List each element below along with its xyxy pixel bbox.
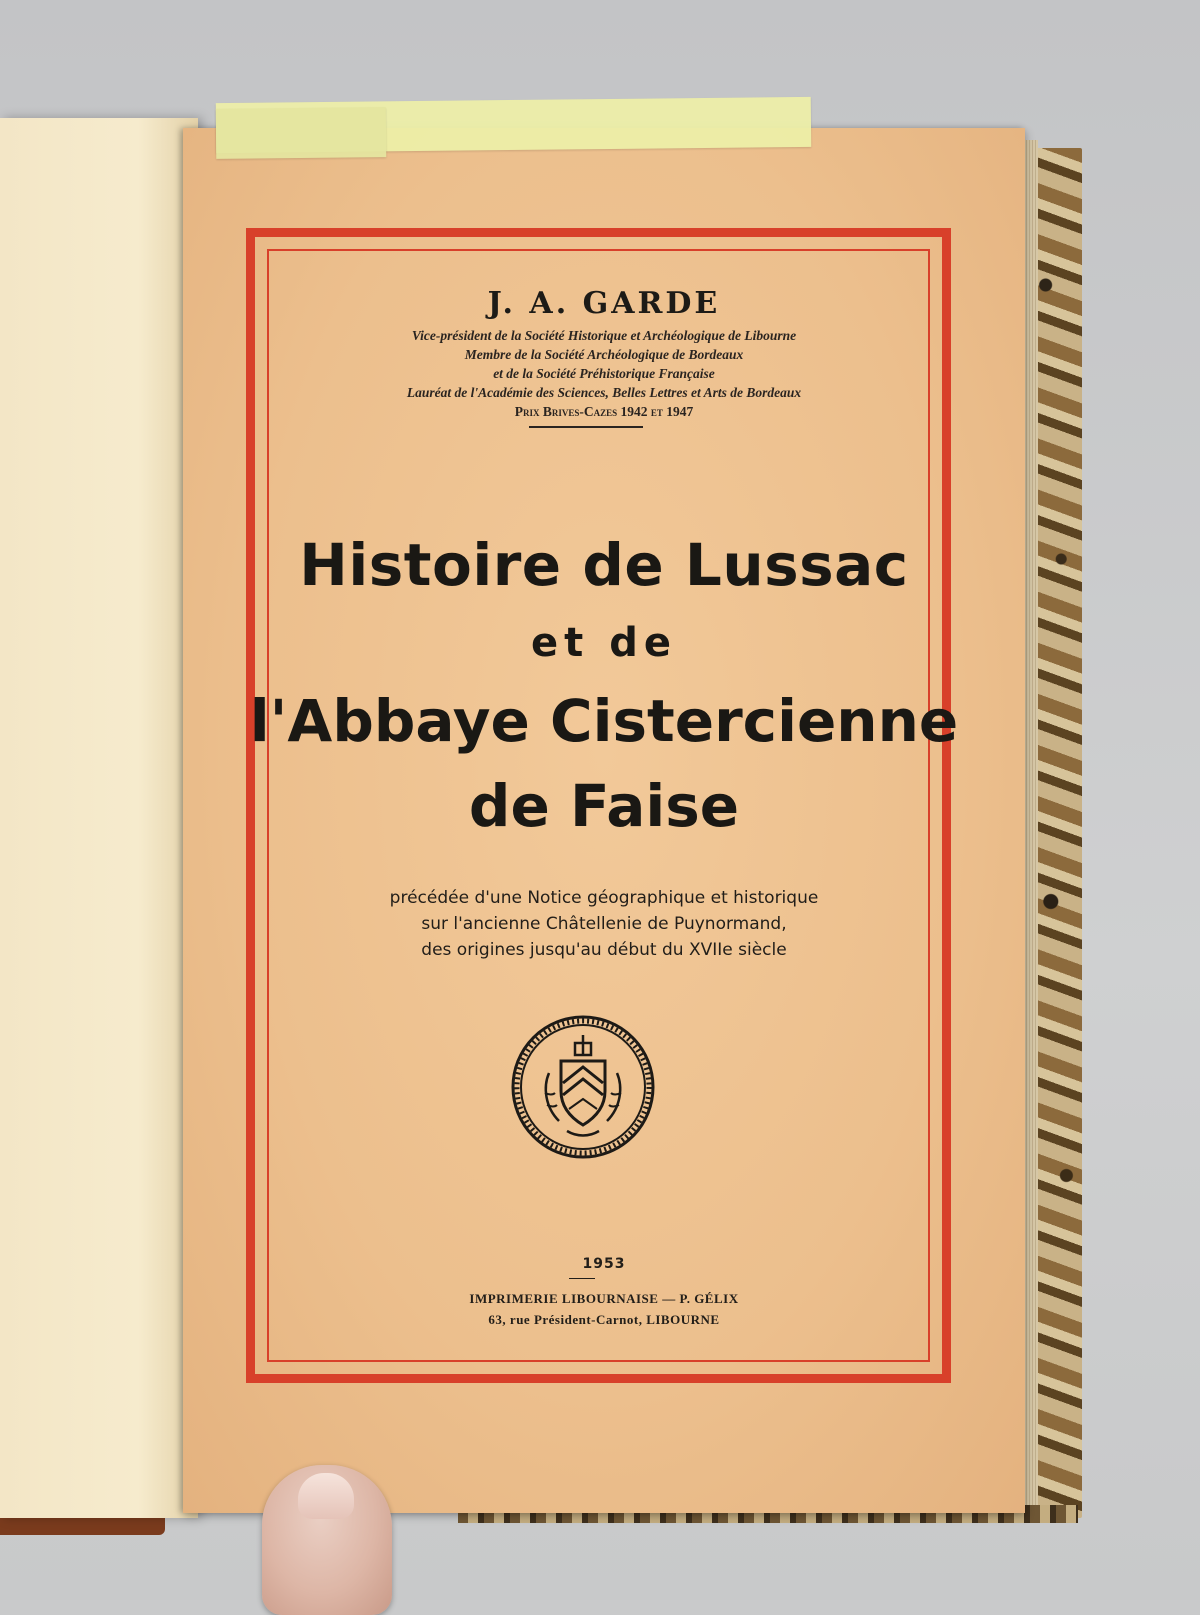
divider-rule xyxy=(529,426,643,428)
left-flyleaf-page xyxy=(0,118,198,1518)
printer-imprint xyxy=(183,1288,1025,1330)
printer-line: 63, rue Président-Carnot, LIBOURNE xyxy=(488,1312,720,1327)
book-subtitle xyxy=(183,885,1025,963)
book-title xyxy=(183,523,1025,849)
author-credits xyxy=(183,326,1025,421)
credit-line: Lauréat de l'Académie des Sciences, Belles Lettres et Arts de Bordeaux xyxy=(406,385,802,400)
title-line: et de xyxy=(531,620,677,666)
adhesive-tape-strip xyxy=(216,107,387,159)
thumb xyxy=(262,1465,392,1615)
title-line: Histoire de Lussac xyxy=(299,531,909,599)
subtitle-line: sur l'ancienne Châtellenie de Puynormand, xyxy=(421,914,787,934)
printer-line: IMPRIMERIE LIBOURNAISE — P. GÉLIX xyxy=(469,1291,739,1306)
subtitle-line: précédée d'une Notice géographique et historique xyxy=(389,888,819,908)
year-rule xyxy=(569,1278,595,1279)
credit-line: et de la Société Préhistorique Française xyxy=(493,366,715,381)
credit-line: Vice-président de la Société Historique et Archéologique de Libourne xyxy=(411,328,797,343)
coat-of-arms-seal-icon xyxy=(509,1013,657,1161)
title-page xyxy=(183,128,1025,1513)
author-name: J. A. GARDE xyxy=(487,286,721,321)
title-line: l'Abbaye Cistercienne xyxy=(249,687,959,755)
prize-line: Prix Brives-Cazes 1942 et 1947 xyxy=(514,404,694,419)
subtitle-line: des origines jusqu'au début du XVIIe siècle xyxy=(421,940,787,960)
publication-year: 1953 xyxy=(582,1256,626,1272)
credit-line: Membre de la Société Archéologique de Bordeaux xyxy=(464,347,744,362)
thumbnail-nail xyxy=(298,1473,354,1519)
title-line: de Faise xyxy=(468,772,740,840)
